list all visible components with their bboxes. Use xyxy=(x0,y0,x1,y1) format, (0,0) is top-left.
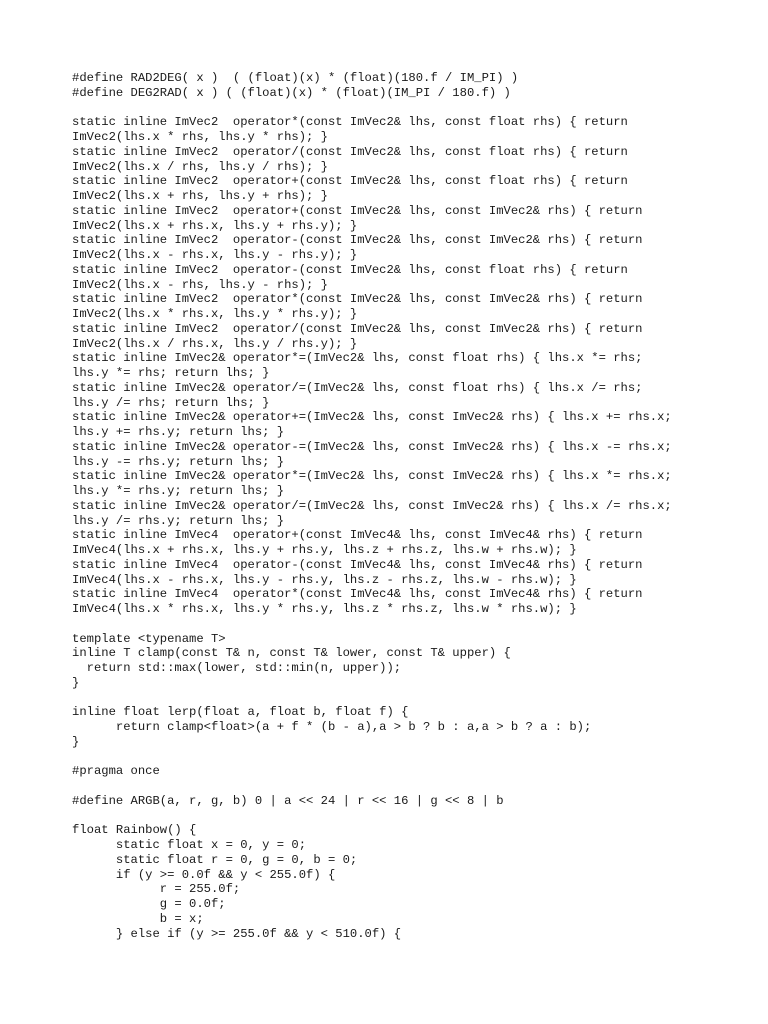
code-line: #pragma once xyxy=(72,764,160,779)
code-line: ImVec2(lhs.x - rhs, lhs.y - rhs); } xyxy=(72,277,328,292)
code-line: static inline ImVec2& operator*=(ImVec2& lhs, const ImVec2& rhs) { lhs.x *= rhs.x; xyxy=(72,469,672,484)
code-line xyxy=(72,617,672,632)
code-line: static inline ImVec2 operator/(const ImVec2& lhs, const ImVec2& rhs) { return xyxy=(72,321,643,336)
code-line: static inline ImVec2 operator*(const ImVec2& lhs, const float rhs) { return xyxy=(72,115,628,130)
code-line: static inline ImVec2& operator-=(ImVec2& lhs, const ImVec2& rhs) { lhs.x -= rhs.x; xyxy=(72,439,672,454)
code-line: ImVec2(lhs.x - rhs.x, lhs.y - rhs.y); } xyxy=(72,248,358,262)
code-line: ImVec2(lhs.x / rhs, lhs.y / rhs); } xyxy=(72,159,328,174)
code-line: } xyxy=(72,734,80,749)
code-line: inline float lerp(float a, float b, float f) { xyxy=(72,705,409,720)
code-line: #define RAD2DEG( x ) ( (float)(x) * (float)(180.f / IM_PI) ) xyxy=(72,71,519,85)
code-line: b = x; xyxy=(72,911,204,926)
code-line: static inline ImVec4 operator-(const ImVec4& lhs, const ImVec4& rhs) { return xyxy=(72,557,643,572)
code-line: lhs.y -= rhs.y; return lhs; } xyxy=(72,454,285,469)
code-line: if (y >= 0.0f && y < 255.0f) { xyxy=(72,867,336,882)
code-line: ImVec4(lhs.x * rhs.x, lhs.y * rhs.y, lhs.z * rhs.z, lhs.w * rhs.w); } xyxy=(72,602,577,616)
code-listing xyxy=(72,71,672,941)
code-line: ImVec2(lhs.x * rhs.x, lhs.y * rhs.y); } xyxy=(72,307,358,321)
code-line: static inline ImVec2 operator+(const ImVec2& lhs, const float rhs) { return xyxy=(72,174,628,189)
code-line xyxy=(72,750,672,765)
code-line: ImVec2(lhs.x + rhs.x, lhs.y + rhs.y); } xyxy=(72,218,358,233)
code-line: ImVec2(lhs.x * rhs, lhs.y * rhs); } xyxy=(72,130,328,144)
code-line xyxy=(72,779,672,794)
code-line: return std::max(lower, std::min(n, upper)); xyxy=(72,661,402,675)
code-line: static inline ImVec2& operator/=(ImVec2& lhs, const float rhs) { lhs.x /= rhs; xyxy=(72,380,643,395)
code-line: lhs.y /= rhs.y; return lhs; } xyxy=(72,513,285,528)
code-line: float Rainbow() { xyxy=(72,823,197,838)
code-line: static inline ImVec4 operator*(const ImVec4& lhs, const ImVec4& rhs) { return xyxy=(72,587,643,602)
code-line: static inline ImVec2 operator-(const ImVec2& lhs, const float rhs) { return xyxy=(72,262,628,277)
code-line: static inline ImVec2& operator*=(ImVec2& lhs, const float rhs) { lhs.x *= rhs; xyxy=(72,351,643,366)
code-line: static inline ImVec4 operator+(const ImVec4& lhs, const ImVec4& rhs) { return xyxy=(72,528,643,543)
code-line: lhs.y /= rhs; return lhs; } xyxy=(72,395,270,410)
code-line: static inline ImVec2 operator-(const ImVec2& lhs, const ImVec2& rhs) { return xyxy=(72,233,643,248)
code-line: lhs.y *= rhs.y; return lhs; } xyxy=(72,484,285,498)
code-line: ImVec2(lhs.x / rhs.x, lhs.y / rhs.y); } xyxy=(72,336,358,351)
code-line xyxy=(72,101,672,116)
code-line: r = 255.0f; xyxy=(72,882,241,897)
code-line: ImVec2(lhs.x + rhs, lhs.y + rhs); } xyxy=(72,189,328,203)
code-line xyxy=(72,691,672,706)
code-line: static inline ImVec2& operator/=(ImVec2& lhs, const ImVec2& rhs) { lhs.x /= rhs.x; xyxy=(72,498,672,513)
code-line: inline T clamp(const T& n, const T& lower, const T& upper) { xyxy=(72,646,511,661)
code-line: template <typename T> xyxy=(72,631,226,646)
code-line: } xyxy=(72,675,80,690)
code-line: #define ARGB(a, r, g, b) 0 | a << 24 | r << 16 | g << 8 | b xyxy=(72,793,504,808)
code-line: lhs.y += rhs.y; return lhs; } xyxy=(72,425,285,439)
code-line: static inline ImVec2& operator+=(ImVec2& lhs, const ImVec2& rhs) { lhs.x += rhs.x; xyxy=(72,410,672,425)
code-line: static float r = 0, g = 0, b = 0; xyxy=(72,852,358,867)
code-line: return clamp<float>(a + f * (b - a),a > b ? b : a,a > b ? a : b); xyxy=(72,720,592,734)
code-line xyxy=(72,809,672,824)
code-line: static inline ImVec2 operator/(const ImVec2& lhs, const float rhs) { return xyxy=(72,144,628,159)
code-line: g = 0.0f; xyxy=(72,897,226,911)
code-line: ImVec4(lhs.x + rhs.x, lhs.y + rhs.y, lhs.z + rhs.z, lhs.w + rhs.w); } xyxy=(72,543,577,557)
code-line: lhs.y *= rhs; return lhs; } xyxy=(72,366,270,380)
code-line: ImVec4(lhs.x - rhs.x, lhs.y - rhs.y, lhs.z - rhs.z, lhs.w - rhs.w); } xyxy=(72,572,577,587)
code-line: static inline ImVec2 operator+(const ImVec2& lhs, const ImVec2& rhs) { return xyxy=(72,203,643,218)
code-line: static float x = 0, y = 0; xyxy=(72,838,307,852)
code-line: } else if (y >= 255.0f && y < 510.0f) { xyxy=(72,926,402,941)
code-line: #define DEG2RAD( x ) ( (float)(x) * (float)(IM_PI / 180.f) ) xyxy=(72,85,511,100)
code-line: static inline ImVec2 operator*(const ImVec2& lhs, const ImVec2& rhs) { return xyxy=(72,292,643,307)
